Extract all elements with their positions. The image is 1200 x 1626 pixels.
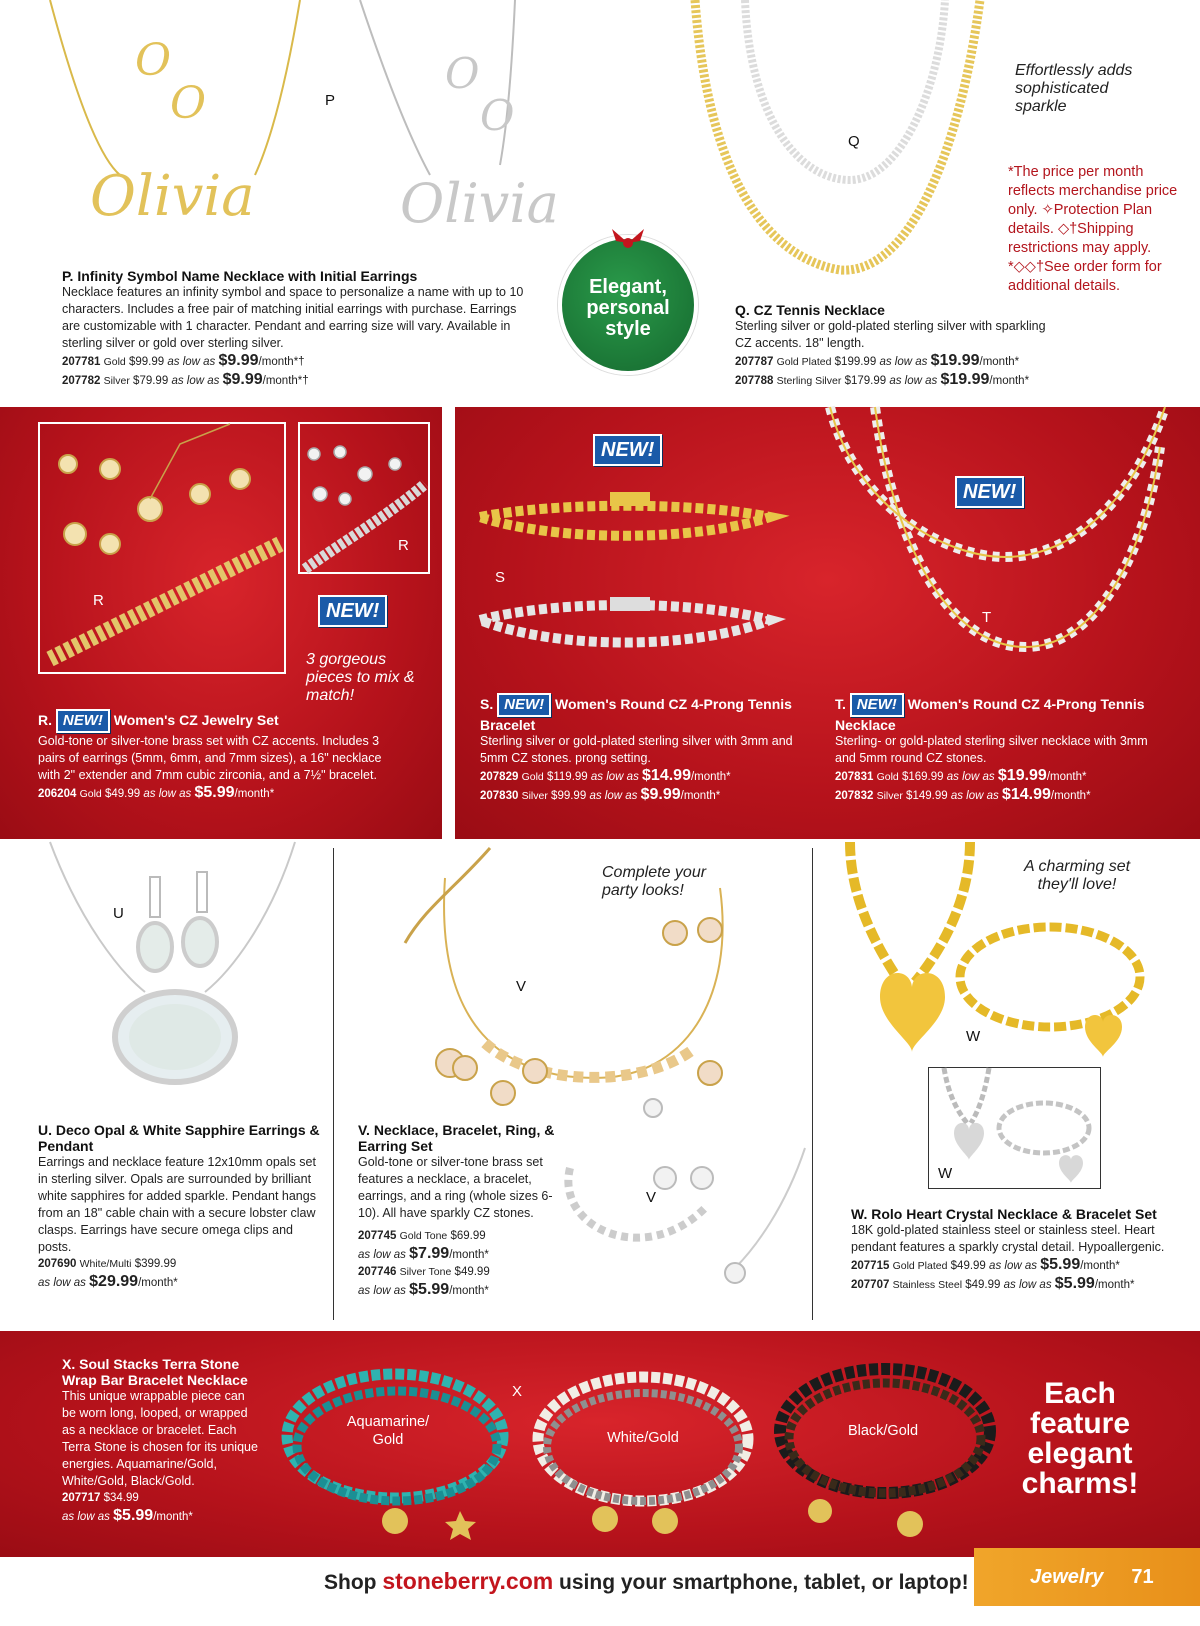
footer-rest: using your smartphone, tablet, or laptop! [559, 1571, 969, 1594]
divider [333, 848, 334, 1320]
price-row: 207782 Silver $79.99 as low as $9.99/month*† [62, 371, 309, 388]
product-x-callout: Each feature elegant charms! [1021, 1377, 1139, 1500]
price-row: 207832 Silver $149.99 as low as $14.99/month* [835, 786, 1091, 803]
product-q-info [735, 302, 1055, 390]
product-p-letter: P [325, 92, 336, 109]
product-r-letter-2: R [398, 537, 409, 554]
page-number: 71 [1131, 1565, 1154, 1588]
panel-st [455, 407, 1200, 839]
product-s-info [480, 693, 810, 805]
product-w-info [851, 1206, 1181, 1294]
product-x-desc: This unique wrappable piece can be worn long, looped, or wrapped as a necklace or bracelet. Each Terra Stone is chosen for its unique energies. Aquamarine/Gold, White/Gold, Black/Gold. [62, 1389, 258, 1488]
product-s-image [475, 472, 775, 662]
new-badge: NEW! [56, 709, 110, 733]
product-v-callout: Complete your party looks! [602, 864, 707, 899]
panel-r [0, 407, 442, 839]
product-q-desc: Sterling silver or gold-plated sterling silver with sparkling CZ accents. 18" length. [735, 319, 1046, 350]
product-r-new-badge: NEW! [318, 595, 387, 627]
product-u-title: U. Deco Opal & White Sapphire Earrings & Pendant [38, 1122, 320, 1154]
product-p-title: P. Infinity Symbol Name Necklace with Initial Earrings [62, 268, 418, 284]
product-x-info [62, 1356, 262, 1526]
product-q-callout: Effortlessly adds sophisticated sparkle [1015, 62, 1133, 115]
product-t-new-badge: NEW! [955, 476, 1024, 508]
price-row: 207746 Silver Tone $49.99 [358, 1266, 490, 1278]
product-x-letter: X [512, 1383, 523, 1400]
price-row: as low as $29.99/month* [38, 1273, 178, 1290]
svg-text:O: O [445, 49, 480, 98]
product-t-info [835, 693, 1165, 805]
price-row: 207787 Gold Plated $199.99 as low as $19.99/month* [735, 352, 1020, 369]
price-row: 207830 Silver $99.99 as low as $9.99/month* [480, 786, 721, 803]
product-u-info [38, 1122, 323, 1292]
product-x-title: X. Soul Stacks Terra Stone Wrap Bar Bracelet Necklace [62, 1356, 248, 1388]
product-r-desc: Gold-tone or silver-tone brass set with CZ accents. Includes 3 pairs of earrings (5mm, 6mm, and 7mm sizes), a 16" necklace with 2" extender and 7mm cubic zirconia, and a 7½" bracelet. [38, 734, 382, 782]
section-label: Jewelry [1030, 1565, 1104, 1588]
new-badge: NEW! [850, 693, 904, 717]
svg-text:O: O [480, 91, 515, 140]
product-q-title: Q. CZ Tennis Necklace [735, 302, 885, 318]
footer-shop: Shop [324, 1571, 377, 1594]
disclaimer: *The price per month reflects merchandise price only. ✧Protection Plan details. ◇†Shipping restrictions may apply. *◇◇†See order form for additional details. [1008, 164, 1178, 294]
price-row: 207707 Stainless Steel $49.99 as low as $5.99/month* [851, 1275, 1135, 1292]
product-t-title-row: T. NEW! Women's Round CZ 4-Prong Tennis Necklace [835, 693, 1165, 733]
divider [812, 848, 813, 1320]
product-r-gold-frame [38, 422, 286, 674]
product-p-image [20, 0, 559, 262]
product-w-callout: A charming set they'll love! [1023, 858, 1131, 893]
product-v-letter: V [516, 978, 527, 995]
product-r-callout: 3 gorgeous pieces to mix & match! [306, 651, 415, 704]
product-x-color-white: White/Gold [607, 1430, 679, 1446]
svg-text:Olivia: Olivia [90, 164, 255, 229]
badge-elegant [553, 225, 703, 375]
price-row: 207781 Gold $99.99 as low as $9.99/month*† [62, 352, 305, 369]
price-row: as low as $7.99/month* [358, 1245, 489, 1262]
product-s-new-badge: NEW! [593, 434, 662, 466]
product-t-image [825, 407, 1170, 657]
section-tab [974, 1548, 1200, 1606]
product-q-letter: Q [848, 133, 860, 150]
product-s-desc: Sterling silver or gold-plated sterling silver with 3mm and 5mm CZ stones. prong setting. [480, 734, 793, 765]
product-s-letter: S [495, 569, 506, 586]
product-v-letter-2: V [646, 1189, 657, 1206]
price-row: as low as $5.99/month* [358, 1281, 489, 1298]
product-v-title: V. Necklace, Bracelet, Ring, & Earring Set [358, 1122, 555, 1154]
price-row: 207831 Gold $169.99 as low as $19.99/month* [835, 767, 1087, 784]
product-p-info [62, 268, 537, 390]
product-r-letter: R [93, 592, 104, 609]
product-w-letter-2: W [938, 1165, 953, 1182]
product-t-letter: T [982, 609, 992, 626]
product-w-desc: 18K gold-plated stainless steel or stainless steel. Heart pendant features a sparkly crystal detail. Hypoallergenic. [851, 1223, 1165, 1254]
price-row: 207788 Sterling Silver $179.99 as low as $19.99/month* [735, 371, 1030, 388]
svg-text:O: O [135, 35, 172, 86]
product-t-desc: Sterling- or gold-plated sterling silver necklace with 3mm and 5mm round CZ stones. [835, 734, 1148, 765]
product-x-black-image [770, 1346, 1000, 1546]
product-q-image [690, 0, 990, 305]
new-badge: NEW! [497, 693, 551, 717]
product-p-desc: Necklace features an infinity symbol and space to personalize a name with up to 10 characters. Includes a free pair of matching initial earrings with purchase. Earrings are customizable with 1 character. Pendant and earring size will vary. Available in sterling silver or gold over sterling silver. [62, 285, 524, 350]
product-r-silver-frame [298, 422, 430, 574]
svg-text:O: O [170, 78, 207, 129]
product-w-image [830, 842, 1160, 1072]
product-w-silver-frame [928, 1067, 1101, 1189]
price-row: 207690 White/Multi $399.99 [38, 1258, 177, 1270]
product-u-image [40, 842, 320, 1102]
price-row: 207745 Gold Tone $69.99 [358, 1230, 486, 1242]
product-u-desc: Earrings and necklace feature 12x10mm opals set in sterling silver. Opals are surrounded by brilliant white sapphires for added sparkle. Pendant hangs from an 18" cable chain with a secure lobster claw clasps. Earrings have secure omega clips and posts. [38, 1155, 316, 1254]
badge-text: Elegant, personal style [586, 276, 670, 340]
product-w-letter: W [966, 1028, 981, 1045]
product-x-color-black: Black/Gold [847, 1423, 919, 1439]
product-u-letter: U [113, 905, 124, 922]
price-row: as low as $5.99/month* [62, 1507, 193, 1524]
product-r-title-row: R. NEW! Women's CZ Jewelry Set [38, 709, 388, 733]
price-row: 207829 Gold $119.99 as low as $14.99/month* [480, 767, 731, 784]
price-row: 207717 $34.99 [62, 1492, 139, 1504]
product-v-desc: Gold-tone or silver-tone brass set features a necklace, a bracelet, earrings, and a ring (whole sizes 6-10). All have sparkly CZ stones. [358, 1155, 553, 1220]
price-row: 207715 Gold Plated $49.99 as low as $5.99/month* [851, 1256, 1120, 1273]
svg-text:Olivia: Olivia [400, 172, 559, 235]
product-x-color-aquamarine: Aquamarine/ Gold [346, 1414, 430, 1448]
product-s-title-row: S. NEW! Women's Round CZ 4-Prong Tennis Bracelet [480, 693, 810, 733]
panel-x [0, 1331, 1200, 1557]
footer-cta [324, 1568, 969, 1595]
product-r-info [38, 709, 388, 803]
product-w-title: W. Rolo Heart Crystal Necklace & Bracelet Set [851, 1206, 1157, 1222]
product-v-info [358, 1122, 568, 1300]
footer-brand-link[interactable]: stoneberry.com [382, 1568, 554, 1594]
product-x-white-image [525, 1351, 760, 1546]
price-row: 206204 Gold $49.99 as low as $5.99/month* [38, 784, 275, 801]
